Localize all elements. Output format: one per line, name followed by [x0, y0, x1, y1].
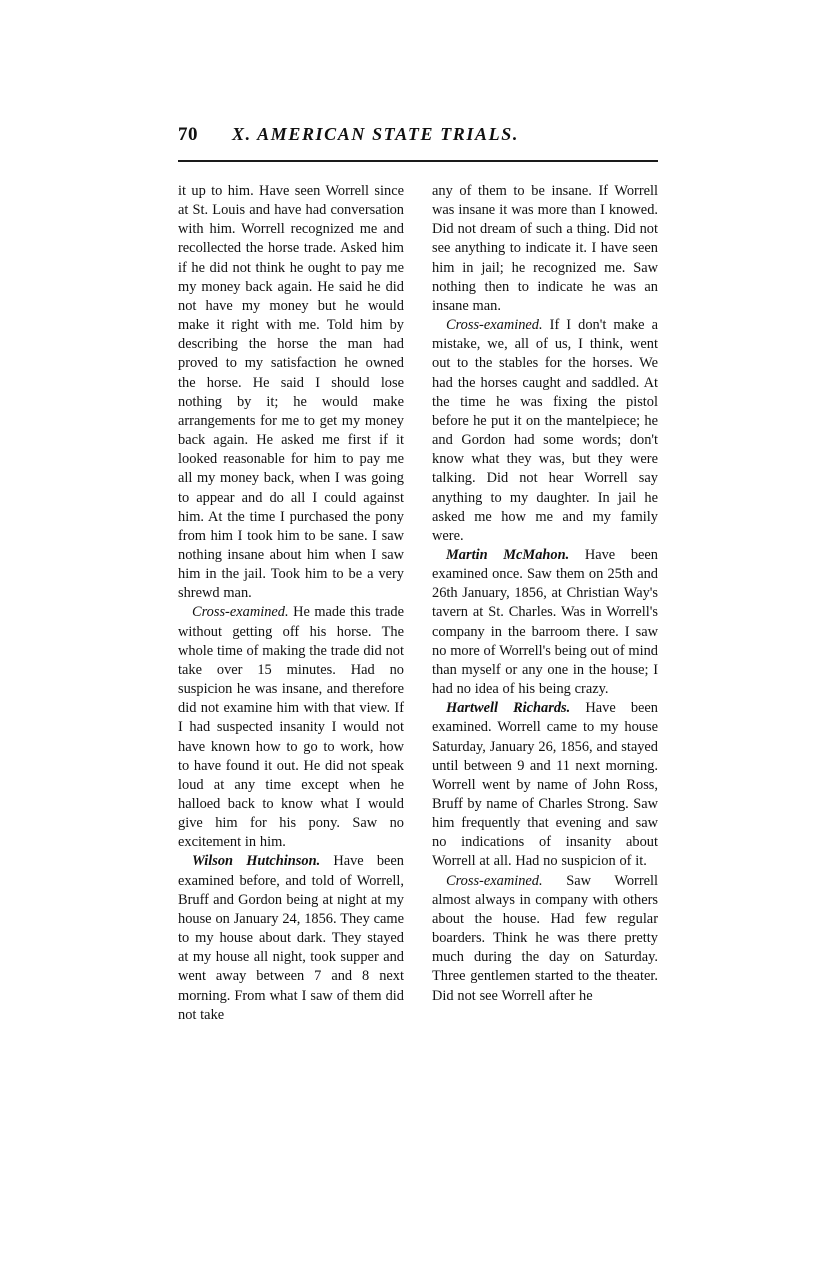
- paragraph: [432, 182, 658, 316]
- page-number: 70: [178, 124, 198, 145]
- paragraph: [432, 546, 658, 699]
- paragraph-speaker: Cross-examined.: [446, 317, 543, 334]
- paragraph: [432, 316, 658, 546]
- column-left: [178, 182, 404, 1025]
- paragraph-text: Have been examined. Worrell came to my house Saturday, January 26, 1856, and stayed until between 9 and 11 next morning. Worrell went by name of John Ross, Bruff by name of Charles Strong. Saw him frequently that evening and saw no indications of insanity about Worrell at all. Had no suspicion of it.: [432, 700, 659, 870]
- paragraph-text: it up to him. Have seen Worrell since at St. Louis and have had conversation with him. Worrell recognized me and recollected the horse trade. Asked him if he did not think he ought to pay me my money back again. He said he did not have my money but he would make it right with me. Told him by describing the horse the man had proved to my satisfaction he owned the horse. He said I should lose nothing by it; he would make arrangements for me to get my money back again. He asked me first if it looked reasonable for him to pay me all my money back, when I was going to appear and do all I could against him. At the time I purchased the pony from him I took him to be sane. I saw nothing insane about him when I saw him in the jail. Took him to be a very shrewd man.: [178, 183, 404, 602]
- paragraph-speaker: Wilson Hutchinson.: [192, 853, 321, 870]
- paragraph: [178, 182, 404, 603]
- paragraph: [432, 872, 658, 1006]
- paragraph-text: If I don't make a mistake, we, all of us, I think, went out to the stables for the horses. We had the horses caught and saddled. At the time he was fixing the pistol before he put it on the mantelpiece; he and Gordon had some words; don't know what they was, but they were talking. Did not hear Worrell say anything to my daughter. In jail he asked me how me and my family were.: [432, 317, 658, 544]
- paragraph-speaker: Cross-examined.: [446, 872, 543, 889]
- column-right: [432, 182, 658, 1025]
- page-header: [178, 124, 658, 146]
- running-title: X. AMERICAN STATE TRIALS.: [232, 124, 519, 144]
- paragraph-text: Have been examined once. Saw them on 25th and 26th January, 1856, at Christian Way's tavern at St. Charles. Was in Worrell's company in the barroom there. I saw no more of Worrell's being out of mind than myself or any one in the house; I had no idea of his being crazy.: [432, 546, 658, 698]
- header-rule: [178, 160, 658, 162]
- body-columns: [178, 182, 658, 1025]
- paragraph-text: Saw Worrell almost always in company with others about the house. Had few regular boarders. Think he was there pretty much during the day on Saturday. Three gentlemen started to the theater. Did not see Worrell after he: [432, 872, 658, 1004]
- paragraph: [432, 699, 658, 871]
- paragraph-speaker: Hartwell Richards.: [446, 700, 571, 717]
- paragraph-speaker: Martin McMahon.: [446, 546, 570, 563]
- paragraph: [178, 603, 404, 852]
- paragraph: [178, 852, 404, 1024]
- paragraph-text: Have been examined before, and told of Worrell, Bruff and Gordon being at night at my house on January 24, 1856. They came to my house about dark. They stayed at my house all night, took supper and went away between 7 and 8 next morning. From what I saw of them did not take: [178, 853, 404, 1023]
- paragraph-text: He made this trade without getting off his horse. The whole time of making the trade did not take over 15 minutes. Had no suspicion he was insane, and therefore did not examine him with that view. If I had suspected insanity I would not have known how to go to work, how to have found it out. He did not speak loud at any time except when he halloed back to know what I would give him for his pony. Saw no excitement in him.: [178, 604, 404, 851]
- paragraph-text: any of them to be insane. If Worrell was insane it was more than I knowed. Did not dream of such a thing. Did not see anything to indicate it. I have seen him in jail; he recognized me. Saw nothing then to indicate he was an insane man.: [432, 183, 658, 314]
- paragraph-speaker: Cross-examined.: [192, 604, 289, 621]
